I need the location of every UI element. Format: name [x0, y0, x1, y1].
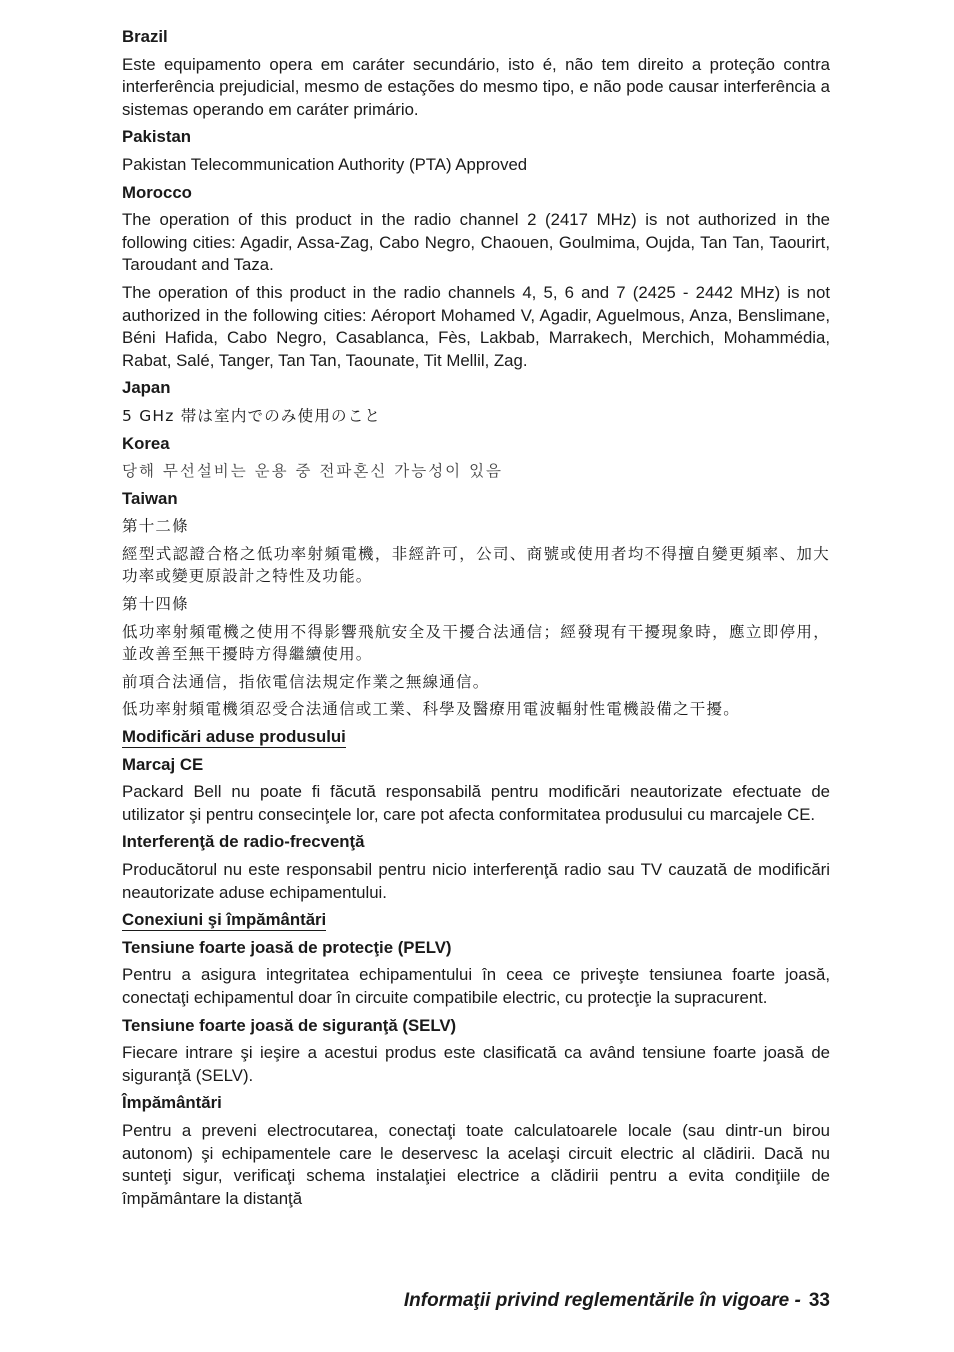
selv-heading: Tensiune foarte joasă de siguranţă (SELV): [122, 1015, 457, 1035]
selv-text: Fiecare intrare şi ieşire a acestui produs este clasificată ca având tensiune foarte joasă de siguranţă (SELV).: [122, 1043, 830, 1085]
modifications-section-title: [122, 726, 830, 749]
pakistan-heading: Pakistan: [122, 127, 192, 147]
ce-marking-heading: Marcaj CE: [122, 754, 204, 774]
morocco-heading: Morocco: [122, 182, 192, 202]
pakistan-text: Pakistan Telecommunication Authority (PTA) Approved: [122, 154, 528, 174]
morocco-text-1: The operation of this product in the radio channel 2 (2417 MHz) is not authorized in the following cities: Agadir, Assa-Zag, Cabo Negro, Chaouen, Goulmima, Oujda, Tan Tan, Taourirt, Taroudant and Taza.: [122, 210, 830, 275]
page-content: [122, 26, 830, 1215]
taiwan-article-12: 第十二條: [122, 517, 189, 536]
morocco-text-2: The operation of this product in the radio channels 4, 5, 6 and 7 (2425 - 2442 MHz) is not authorized in the following cities: Aéroport Mohamed V, Agadir, Aguelmous, Anza, Benslimane, Béni Hafida, Cabo Negro, Casablanca, Fès, Lakbab, Marrakech, Merchich, Mohammédia, Rabat, Salé, Tanger, Tan Tan, Taounate, Tit Mellil, Zag.: [122, 282, 830, 370]
footer-title: Informaţii privind reglementările în vigoare -: [403, 1290, 801, 1311]
modifications-title-text: Modificări aduse produsului: [122, 727, 346, 747]
page-footer: [404, 1290, 830, 1313]
taiwan-article-14-text-1: 低功率射頻電機之使用不得影響飛航安全及干擾合法通信；經發現有干擾現象時，應立即停用，並改善至無干擾時方得繼續使用。: [122, 622, 830, 664]
taiwan-heading: Taiwan: [122, 488, 178, 508]
brazil-text: Este equipamento opera em caráter secundário, isto é, não tem direito a proteção contra interferência prejudicial, mesmo de estações do mesmo tipo, e não pode causar interferência a sistemas operando em caráter primário.: [122, 54, 830, 119]
connections-title-text: Conexiuni şi împământări: [122, 910, 327, 930]
taiwan-article-12-text: 經型式認證合格之低功率射頻電機，非經許可，公司、商號或使用者均不得擅自變更頻率、加大功率或變更原設計之特性及功能。: [122, 544, 830, 586]
pelv-text: Pentru a asigura integritatea echipamentului în ceea ce priveşte tensiunea foarte joasă, conectaţi echipamentul doar în circuite compatibile electric, cu protecţie la supracurent.: [122, 965, 830, 1007]
korea-text: 당해 무선설비는 운용 중 전파혼신 가능성이 있음: [122, 462, 504, 481]
rf-interference-text: Producătorul nu este responsabil pentru nicio interferenţă radio sau TV cauzată de modificări neautorizate aduse echipamentului.: [122, 860, 830, 902]
japan-text: 5 GHz 帯は室内でのみ使用のこと: [122, 406, 382, 425]
grounding-text: Pentru a preveni electrocutarea, conectaţi toate calculatoarele locale (sau dintr-un birou autonom) şi echipamentele care le deservesc la acelaşi circuit electric al clădirii. Dacă nu sunteţi sigur, verificaţi schema instalaţiei electrice a clădirii pentru a evita condiţiile de împământare la distanţă: [122, 1120, 830, 1208]
connections-section-title: [122, 909, 830, 932]
pelv-heading: Tensiune foarte joasă de protecţie (PELV): [122, 937, 452, 957]
korea-heading: Korea: [122, 433, 170, 453]
grounding-heading: Împământări: [122, 1093, 222, 1113]
taiwan-article-14-text-2: 前項合法通信，指依電信法規定作業之無線通信。: [122, 672, 490, 691]
taiwan-article-14-text-3: 低功率射頻電機須忍受合法通信或工業、科學及醫療用電波輻射性電機設備之干擾。: [122, 700, 740, 719]
ce-marking-text: Packard Bell nu poate fi făcută responsabilă pentru modificări neautorizate efectuate de utilizator şi pentru consecinţele lor, care pot afecta conformitatea produsului cu marcajele CE.: [122, 782, 830, 824]
rf-interference-heading: Interferenţă de radio-frecvenţă: [122, 832, 365, 852]
page-number: 33: [808, 1290, 830, 1311]
taiwan-article-14: 第十四條: [122, 595, 189, 614]
brazil-heading: Brazil: [122, 27, 168, 46]
japan-heading: Japan: [122, 378, 171, 398]
